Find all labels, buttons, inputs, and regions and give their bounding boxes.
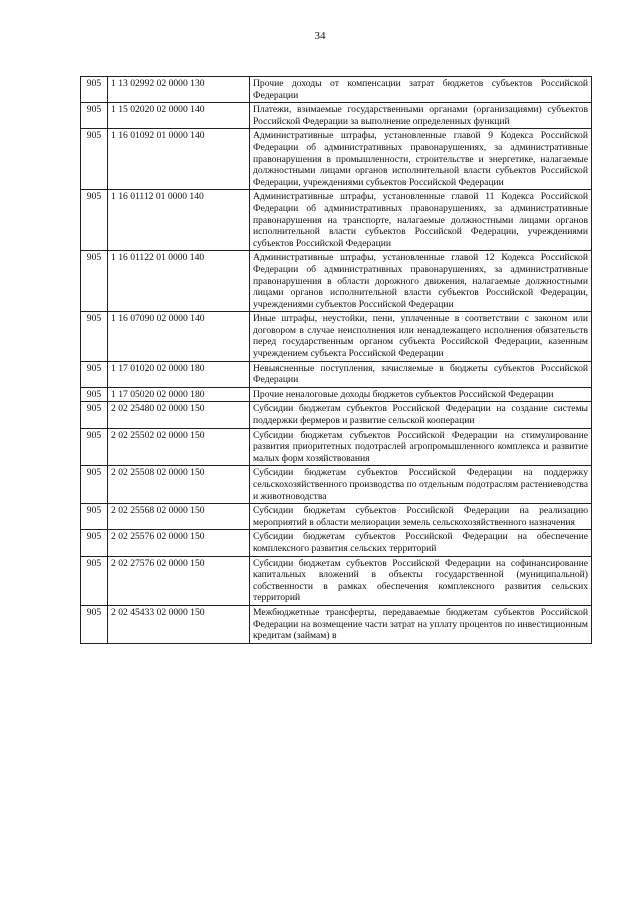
table-row bbox=[81, 361, 592, 387]
revenue-name-cell: Субсидии бюджетам субъектов Российской Федерации на реализацию мероприятий в области мелиорации земель сельскохозяйственного назначения bbox=[250, 504, 592, 530]
revenue-name-cell: Прочие неналоговые доходы бюджетов субъектов Российской Федерации bbox=[250, 387, 592, 402]
admin-code-cell: 905 bbox=[81, 103, 108, 129]
table-row bbox=[81, 312, 592, 361]
table-body bbox=[81, 77, 592, 644]
admin-code-cell: 905 bbox=[81, 129, 108, 190]
revenue-code-cell: 1 16 01092 01 0000 140 bbox=[108, 129, 250, 190]
revenue-name-cell: Субсидии бюджетам субъектов Российской Федерации на софинансирование капитальных вложений в объекты государственной (муниципальной) собственности в рамках обеспечения комплексного развития сельских территорий bbox=[250, 556, 592, 605]
revenue-name-cell: Межбюджетные трансферты, передаваемые бюджетам субъектов Российской Федерации на возмещение части затрат на уплату процентов по инвестиционным кредитам (займам) в bbox=[250, 605, 592, 643]
table-row bbox=[81, 556, 592, 605]
revenue-code-cell: 1 16 07090 02 0000 140 bbox=[108, 312, 250, 361]
revenue-code-cell: 2 02 25568 02 0000 150 bbox=[108, 504, 250, 530]
revenue-name-cell: Невыясненные поступления, зачисляемые в бюджеты субъектов Российской Федерации bbox=[250, 361, 592, 387]
revenue-name-cell: Административные штрафы, установленные главой 12 Кодекса Российской Федерации об административных правонарушениях, за административные правонарушения в области дорожного движения, налагаемые должностными лицами органов исполнительной власти субъектов Российской Федерации, учреждениями субъектов Российской Федерации bbox=[250, 251, 592, 312]
revenue-codes-table bbox=[80, 76, 592, 644]
admin-code-cell: 905 bbox=[81, 428, 108, 466]
revenue-code-cell: 1 16 01122 01 0000 140 bbox=[108, 251, 250, 312]
admin-code-cell: 905 bbox=[81, 466, 108, 504]
page-number: 34 bbox=[314, 30, 326, 42]
table-row bbox=[81, 190, 592, 251]
table-row bbox=[81, 428, 592, 466]
table-row bbox=[81, 504, 592, 530]
table-row bbox=[81, 605, 592, 643]
admin-code-cell: 905 bbox=[81, 77, 108, 103]
revenue-code-cell: 1 17 05020 02 0000 180 bbox=[108, 387, 250, 402]
admin-code-cell: 905 bbox=[81, 556, 108, 605]
admin-code-cell: 905 bbox=[81, 387, 108, 402]
revenue-code-cell: 1 17 01020 02 0000 180 bbox=[108, 361, 250, 387]
revenue-name-cell: Субсидии бюджетам субъектов Российской Федерации на создание системы поддержки фермеров и развитие сельской кооперации bbox=[250, 402, 592, 428]
table-row bbox=[81, 103, 592, 129]
admin-code-cell: 905 bbox=[81, 504, 108, 530]
table-row bbox=[81, 466, 592, 504]
admin-code-cell: 905 bbox=[81, 251, 108, 312]
revenue-code-cell: 1 16 01112 01 0000 140 bbox=[108, 190, 250, 251]
revenue-code-cell: 2 02 25508 02 0000 150 bbox=[108, 466, 250, 504]
revenue-code-cell: 2 02 25502 02 0000 150 bbox=[108, 428, 250, 466]
admin-code-cell: 905 bbox=[81, 530, 108, 556]
admin-code-cell: 905 bbox=[81, 190, 108, 251]
table-row bbox=[81, 129, 592, 190]
revenue-name-cell: Прочие доходы от компенсации затрат бюджетов субъектов Российской Федерации bbox=[250, 77, 592, 103]
admin-code-cell: 905 bbox=[81, 605, 108, 643]
revenue-name-cell: Административные штрафы, установленные главой 9 Кодекса Российской Федерации об административных правонарушениях, за административные правонарушения в промышленности, строительстве и энергетике, налагаемые должностными лицами органов исполнительной власти субъектов Российской Федерации, учреждениями субъектов Российской Федерации bbox=[250, 129, 592, 190]
revenue-name-cell: Платежи, взимаемые государственными органами (организациями) субъектов Российской Федерации за выполнение определенных функций bbox=[250, 103, 592, 129]
revenue-code-cell: 2 02 25480 02 0000 150 bbox=[108, 402, 250, 428]
revenue-name-cell: Административные штрафы, установленные главой 11 Кодекса Российской Федерации об административных правонарушениях, за административные правонарушения на транспорте, налагаемые должностными лицами органов исполнительной власти субъектов Российской Федерации, учреждениями субъектов Российской Федерации bbox=[250, 190, 592, 251]
revenue-code-cell: 1 15 02020 02 0000 140 bbox=[108, 103, 250, 129]
table-row bbox=[81, 77, 592, 103]
revenue-name-cell: Субсидии бюджетам субъектов Российской Федерации на обеспечение комплексного развития сельских территорий bbox=[250, 530, 592, 556]
table-row bbox=[81, 251, 592, 312]
admin-code-cell: 905 bbox=[81, 312, 108, 361]
table-row bbox=[81, 530, 592, 556]
admin-code-cell: 905 bbox=[81, 402, 108, 428]
revenue-name-cell: Иные штрафы, неустойки, пени, уплаченные в соответствии с законом или договором в случае неисполнения или ненадлежащего исполнения обязательств перед государственным органом субъекта Российской Федерации, казенным учреждением субъекта Российской Федерации bbox=[250, 312, 592, 361]
revenue-code-cell: 2 02 27576 02 0000 150 bbox=[108, 556, 250, 605]
revenue-code-cell: 2 02 25576 02 0000 150 bbox=[108, 530, 250, 556]
revenue-code-cell: 1 13 02992 02 0000 130 bbox=[108, 77, 250, 103]
revenue-name-cell: Субсидии бюджетам субъектов Российской Федерации на стимулирование развития приоритетных подотраслей агропромышленного комплекса и развитие малых форм хозяйствования bbox=[250, 428, 592, 466]
admin-code-cell: 905 bbox=[81, 361, 108, 387]
revenue-name-cell: Субсидии бюджетам субъектов Российской Федерации на поддержку сельскохозяйственного производства по отдельным подотраслям растениеводства и животноводства bbox=[250, 466, 592, 504]
table-row bbox=[81, 387, 592, 402]
table-row bbox=[81, 402, 592, 428]
revenue-code-cell: 2 02 45433 02 0000 150 bbox=[108, 605, 250, 643]
